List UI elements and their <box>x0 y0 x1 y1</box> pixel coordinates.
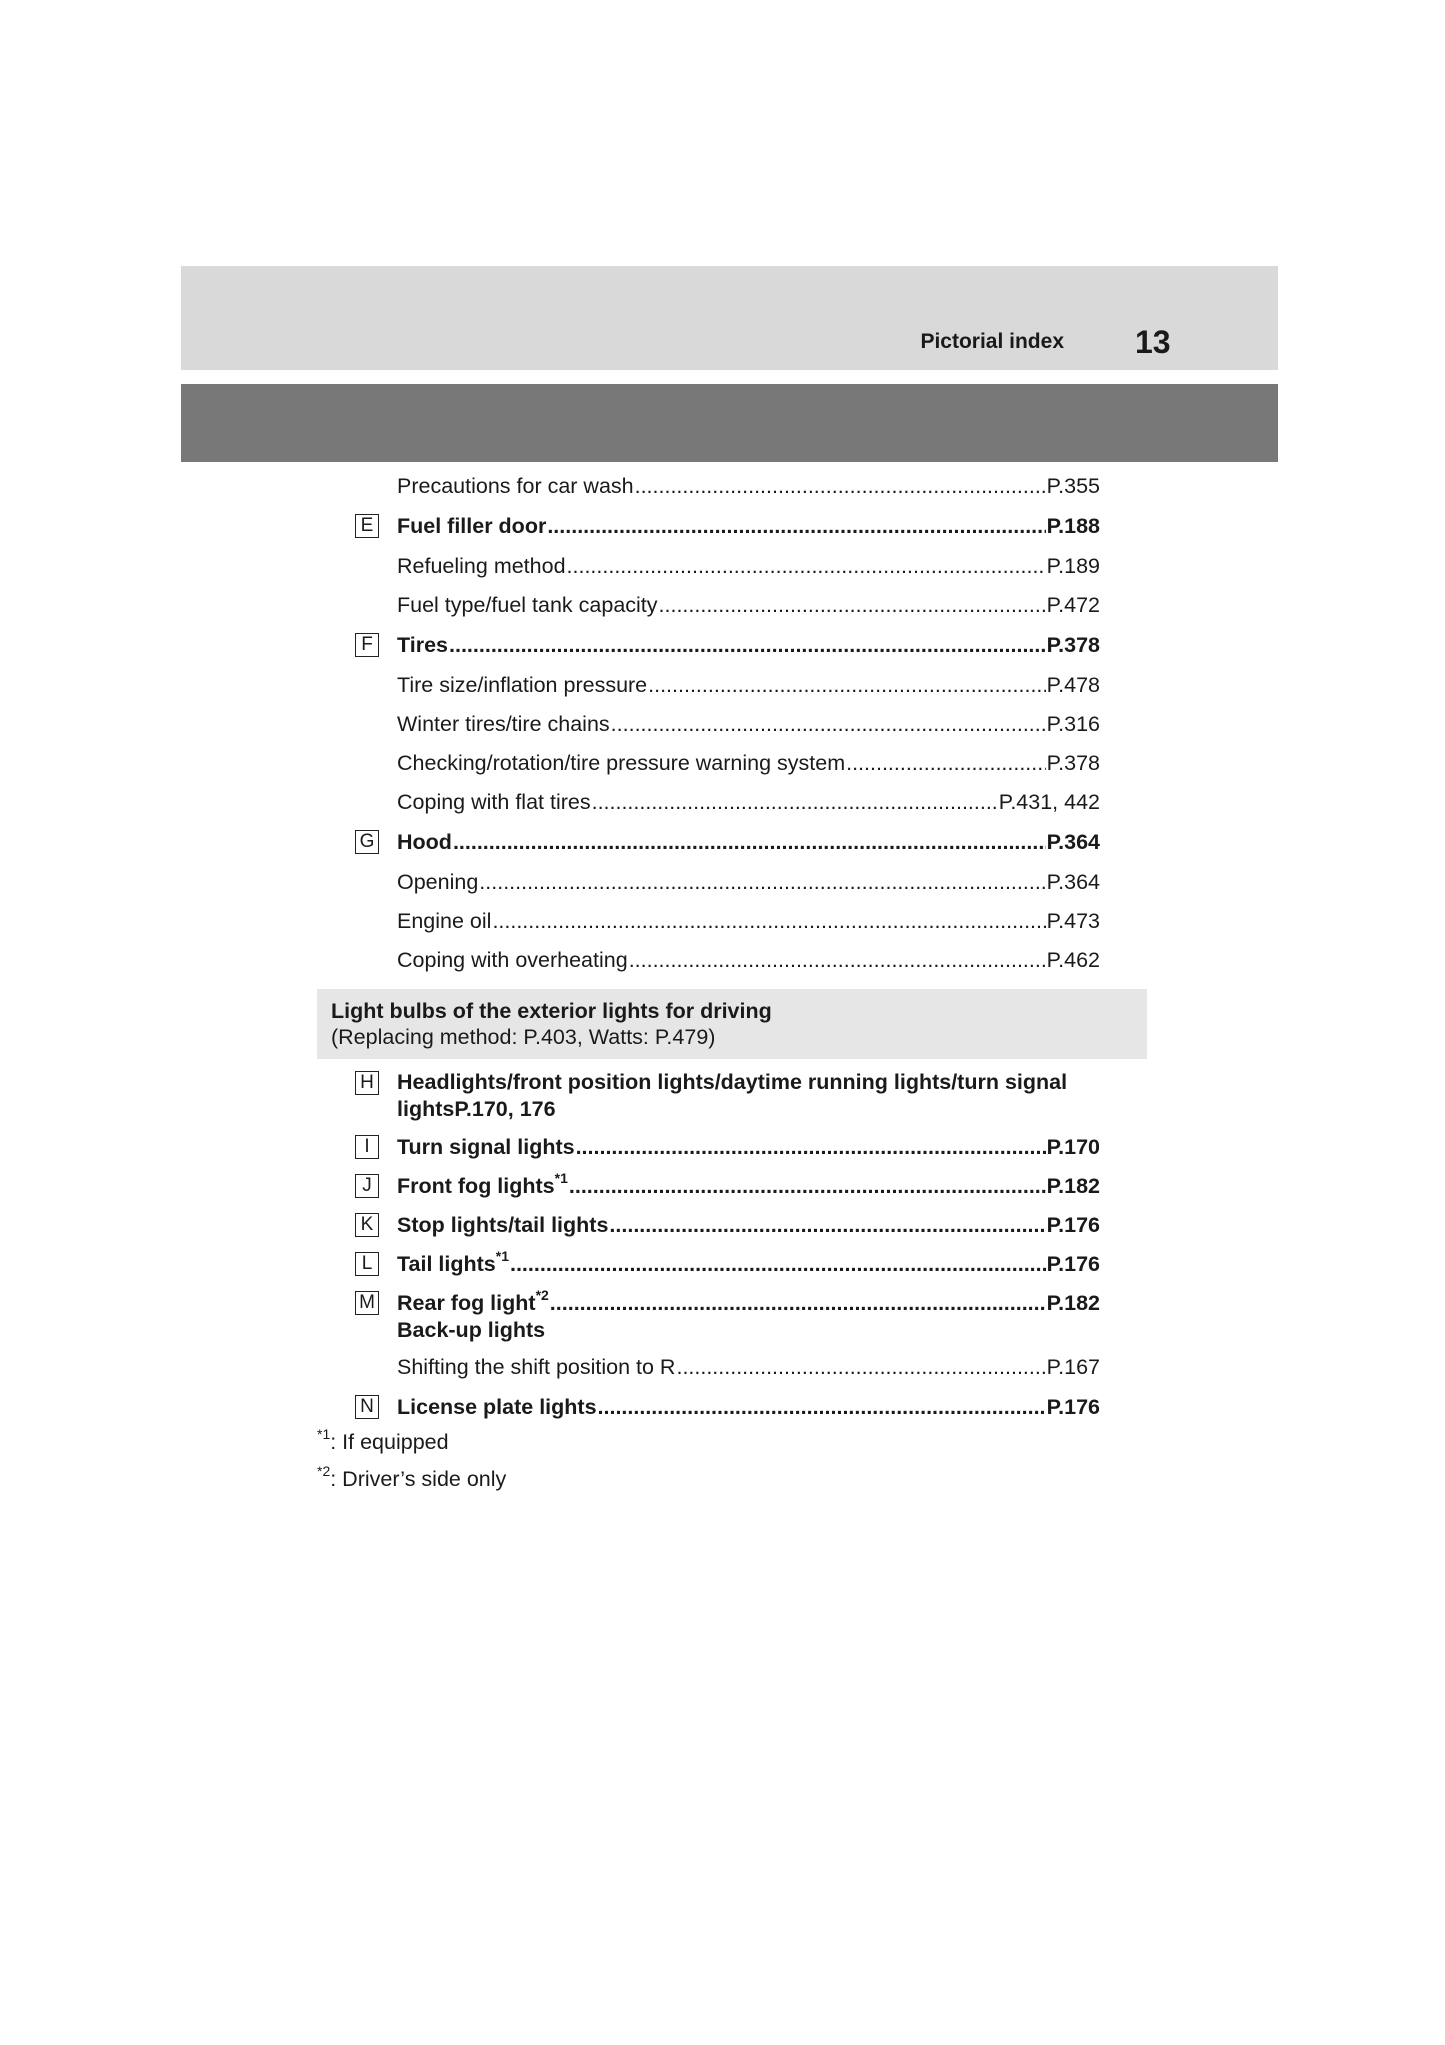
index-entry <box>355 593 1100 617</box>
dot-leader <box>592 790 998 814</box>
index-entry-tail <box>355 1247 1100 1276</box>
index-entry-shift <box>355 1355 1100 1379</box>
index-entry <box>355 554 1100 578</box>
dot-leader <box>846 751 1045 775</box>
dot-leader <box>576 1135 1046 1159</box>
footnotes <box>317 1425 1100 1491</box>
entry-label: Back-up lights <box>397 1318 546 1342</box>
entry-label: Tire size/inflation pressure <box>397 673 648 697</box>
dot-leader <box>635 474 1046 498</box>
entry-label: Opening <box>397 870 479 894</box>
section-title: Pictorial index <box>920 330 1064 353</box>
entry-label: Precautions for car wash <box>397 474 634 498</box>
page-reference[interactable]: P.182 <box>1046 1174 1100 1198</box>
dot-leader <box>611 712 1046 736</box>
band-title: Light bulbs of the exterior lights for driving <box>331 999 772 1023</box>
dot-leader <box>598 1395 1046 1419</box>
page-reference[interactable]: P.431, 442 <box>998 790 1100 814</box>
dot-leader <box>609 1213 1045 1237</box>
entry-label: Shifting the shift position to R <box>397 1355 676 1379</box>
index-entry <box>355 870 1100 894</box>
dot-leader <box>550 1291 1046 1315</box>
page-number: 13 <box>1135 324 1171 360</box>
callout-key: H <box>355 1071 379 1095</box>
page-reference[interactable]: P.378 <box>1046 633 1100 657</box>
page-reference[interactable]: P.176 <box>1046 1395 1100 1419</box>
entry-label: Engine oil <box>397 909 492 933</box>
dot-leader <box>659 593 1046 617</box>
index-content <box>317 462 1100 1504</box>
entry-label: Tires <box>397 633 448 657</box>
footnote-mark: *2 <box>317 1462 331 1479</box>
entry-label: Winter tires/tire chains <box>397 712 610 736</box>
entry-label: Turn signal lights <box>397 1135 575 1159</box>
page-reference[interactable]: P.189 <box>1046 554 1100 578</box>
dot-leader <box>492 909 1045 933</box>
page-reference[interactable]: P.167 <box>1046 1355 1100 1379</box>
page-reference[interactable]: P.364 <box>1046 830 1100 854</box>
callout-key: M <box>355 1291 379 1315</box>
footnote-text: : If equipped <box>330 1430 449 1454</box>
callout-key: J <box>355 1174 379 1198</box>
page-reference[interactable]: P.378 <box>1046 751 1100 775</box>
footnote <box>317 1425 1100 1454</box>
index-entry-stop-tail <box>355 1213 1100 1237</box>
entry-label: Refueling method <box>397 554 566 578</box>
page-reference[interactable]: P.478 <box>1046 673 1100 697</box>
page-reference[interactable]: P.176 <box>1046 1252 1100 1276</box>
index-entry-backup <box>355 1318 1100 1342</box>
dot-leader <box>676 1355 1045 1379</box>
page-reference[interactable]: P.182 <box>1046 1291 1100 1315</box>
dot-leader <box>449 633 1046 657</box>
index-entry <box>355 673 1100 697</box>
callout-key: K <box>355 1213 379 1237</box>
callout-key: F <box>355 633 379 657</box>
index-entry <box>355 633 1100 657</box>
page-reference[interactable]: P.472 <box>1046 593 1100 617</box>
entry-label: Coping with overheating <box>397 948 628 972</box>
entry-label: Tail lights$^{*1}$ <box>397 1247 509 1276</box>
entry-label: Checking/rotation/tire pressure warning system <box>397 751 846 775</box>
index-entry <box>355 948 1100 972</box>
dot-leader <box>567 554 1046 578</box>
entry-label: Rear fog light$^{*2}$ <box>397 1286 549 1315</box>
index-entry <box>355 712 1100 736</box>
entry-label: Coping with flat tires <box>397 790 591 814</box>
index-entry <box>355 514 1100 538</box>
dot-leader <box>453 830 1046 854</box>
top-entry-list <box>355 474 1100 972</box>
band-subtitle: (Replacing method: P.403, Watts: P.479) <box>331 1025 716 1049</box>
dot-leader <box>569 1174 1046 1198</box>
light-bulbs-band <box>317 989 1147 1059</box>
index-entry <box>355 790 1100 814</box>
entry-label: Headlights/front position lights/daytime running lights/turn signal lightsP.170, 176 <box>397 1070 1068 1121</box>
dot-leader <box>629 948 1046 972</box>
page-reference[interactable]: P.188 <box>1046 514 1100 538</box>
footnote-mark: *1 <box>554 1169 568 1186</box>
entry-label: Stop lights/tail lights <box>397 1213 609 1237</box>
index-entry-rear-fog <box>355 1286 1100 1315</box>
footnote <box>317 1462 1100 1491</box>
page-reference[interactable]: P.170 <box>1046 1135 1100 1159</box>
index-entry-headlights <box>355 1069 1100 1123</box>
page-reference[interactable]: P.355 <box>1046 474 1100 498</box>
footnote-text: : Driver’s side only <box>330 1467 507 1491</box>
entry-label: Fuel filler door <box>397 514 547 538</box>
entry-label: License plate lights <box>397 1395 597 1419</box>
callout-key: N <box>355 1395 379 1419</box>
index-entry <box>355 830 1100 854</box>
page-reference[interactable]: P.462 <box>1046 948 1100 972</box>
footnote-mark: *1 <box>317 1425 331 1442</box>
index-entry <box>355 474 1100 498</box>
entry-label: Front fog lights$^{*1}$ <box>397 1169 568 1198</box>
callout-key: G <box>355 830 379 854</box>
callout-key: I <box>355 1135 379 1159</box>
dot-leader <box>547 514 1045 538</box>
dot-leader <box>648 673 1045 697</box>
footnote-mark: *1 <box>495 1247 509 1264</box>
page-reference[interactable]: P.176 <box>1046 1213 1100 1237</box>
header-band <box>181 266 1278 370</box>
entry-label: Hood <box>397 830 452 854</box>
callout-key: L <box>355 1252 379 1276</box>
footnote-mark: *2 <box>535 1286 549 1303</box>
page-reference[interactable]: P.316 <box>1046 712 1100 736</box>
dot-leader <box>510 1252 1046 1276</box>
entry-label: Fuel type/fuel tank capacity <box>397 593 658 617</box>
index-entry-license <box>355 1395 1100 1419</box>
index-entry-front-fog <box>355 1169 1100 1198</box>
index-entry <box>355 909 1100 933</box>
header-dark-bar <box>181 384 1278 462</box>
callout-key: E <box>355 514 379 538</box>
index-entry <box>355 751 1100 775</box>
page-reference[interactable]: P.473 <box>1046 909 1100 933</box>
dot-leader <box>479 870 1045 894</box>
page-reference[interactable]: P.364 <box>1046 870 1100 894</box>
index-entry-turn-signal <box>355 1135 1100 1159</box>
